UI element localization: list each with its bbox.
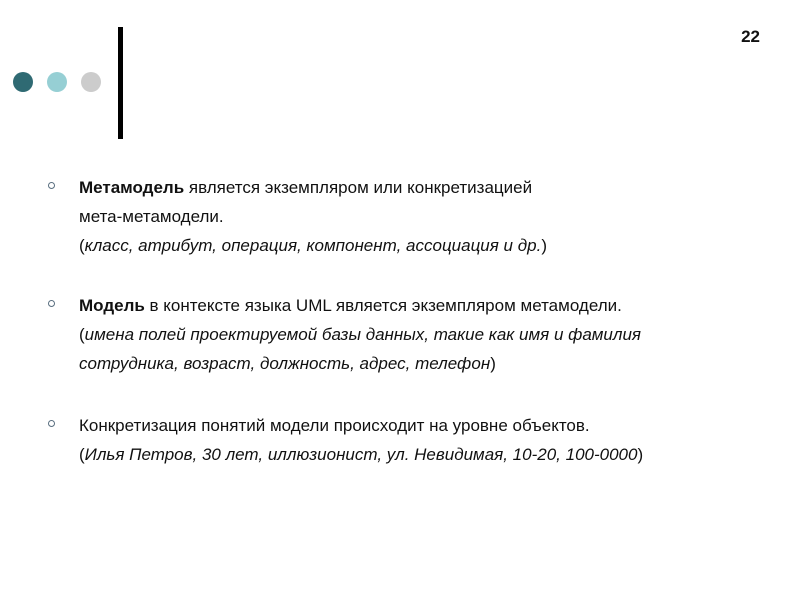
example-text: класс, атрибут, операция, компонент, ассоциация и др. <box>84 236 542 255</box>
bullet-line: Конкретизация понятий модели происходит на уровне объектов. <box>79 416 590 435</box>
example-line <box>79 231 779 260</box>
paren-open: ( <box>79 325 85 344</box>
term: Модель <box>79 296 145 315</box>
bullet-line <box>79 173 779 202</box>
bullet-text <box>79 173 779 260</box>
page-number: 22 <box>741 27 760 46</box>
paren-close: ) <box>541 236 547 255</box>
decor-dot-light <box>47 72 67 92</box>
paren-close: ) <box>637 445 644 464</box>
example-text: сотрудника, возраст, должность, адрес, телефон <box>79 354 491 373</box>
paren-open: ( <box>79 236 85 255</box>
bullet-circle-icon <box>48 182 55 189</box>
decor-vertical-bar <box>118 27 123 139</box>
example-line <box>79 440 779 469</box>
bullet-circle-icon <box>48 300 55 307</box>
bullet-text <box>79 291 779 378</box>
paren-close: ) <box>490 354 496 373</box>
example-line <box>79 349 779 378</box>
text: в контексте языка UML является экземпляром метамодели. <box>144 296 622 315</box>
example-text: Илья Петров, 30 лет, иллюзионист, ул. Невидимая, 10-20, 100-0000 <box>84 445 638 464</box>
bullet-circle-icon <box>48 420 55 427</box>
bullet-line: мета-метамодели. <box>79 207 224 226</box>
decor-dot-gray <box>81 72 101 92</box>
decor-dot-dark <box>13 72 33 92</box>
term: Метамодель <box>79 178 185 197</box>
example-text: имена полей проектируемой базы данных, такие как имя и фамилия <box>84 325 642 344</box>
bullet-line <box>79 291 779 320</box>
text: является экземпляром или конкретизацией <box>184 178 533 197</box>
example-line <box>79 320 779 349</box>
bullet-text <box>79 411 779 469</box>
paren-open: ( <box>79 445 85 464</box>
